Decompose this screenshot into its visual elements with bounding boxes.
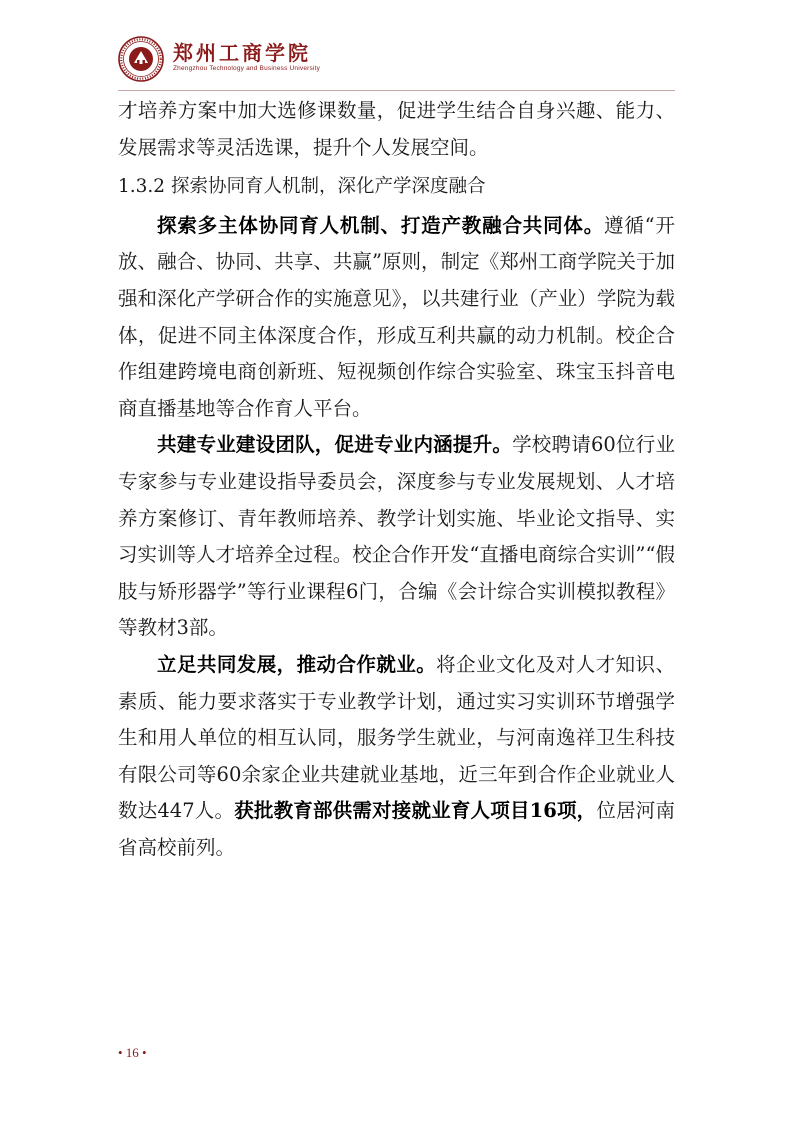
school-name: 郑州工商学院 <box>173 41 311 65</box>
paragraph-text: 将企业文化及对人才知识、素质、能力要求落实于专业教学计划，通过实习实训环节增强学生和用人单位的相互认同，服务学生就业，与河南逸祥卫生科技有限公司等60余家企业共建就业基地，近三年到合作企业就业人数达447人。 <box>118 652 675 823</box>
document-body <box>118 93 675 866</box>
paragraph-text: 遵循“开放、融合、协同、共享、共赢”原则，制定《郑州工商学院关于加强和深化产学研合作的实施意见》，以共建行业（产业）学院为载体，促进不同主体深度合作，形成互利共赢的动力机制。校企合作组建跨境电商创新班、短视频创作综合实验室、珠宝玉抖音电商直播基地等合作育人平台。 <box>118 213 675 420</box>
paragraph-highlight-bold: 获批教育部供需对接就业育人项目16项， <box>234 799 597 823</box>
school-brand <box>173 42 320 72</box>
paragraph-collaborative-mechanism <box>118 208 675 428</box>
paragraph-text: 学校聘请60位行业专家参与专业建设指导委员会，深度参与专业发展规划、人才培养方案修订、青年教师培养、教学计划实施、毕业论文指导、实习实训等人才培养全过程。校企合作开发“直播电商综合实训”“假肢与矫形器学”等行业课程6门，合编《会计综合实训模拟教程》等教材3部。 <box>118 433 675 640</box>
section-heading: 1.3.2 探索协同育人机制，深化产学深度融合 <box>118 176 486 198</box>
page-number: • 16 • <box>118 1045 147 1060</box>
paragraph-tail: 位居河南省高校前列。 <box>118 799 675 859</box>
school-seal-logo <box>118 36 164 82</box>
paragraph-lead-bold: 立足共同发展，推动合作就业。 <box>157 652 437 676</box>
paragraph-lead-bold: 探索多主体协同育人机制、打造产教融合共同体。 <box>157 213 605 237</box>
paragraph-professional-team <box>118 427 675 647</box>
paragraph-lead-bold: 共建专业建设团队，促进专业内涵提升。 <box>157 433 513 457</box>
paragraph-continued: 才培养方案中加大选修课数量，促进学生结合自身兴趣、能力、发展需求等灵活选课，提升个人发展空间。 <box>118 99 675 159</box>
header-divider <box>118 90 675 91</box>
school-name-english: Zhengzhou Technology and Business University <box>173 65 321 72</box>
paragraph-cooperative-employment <box>118 647 675 867</box>
page-header <box>118 36 678 86</box>
